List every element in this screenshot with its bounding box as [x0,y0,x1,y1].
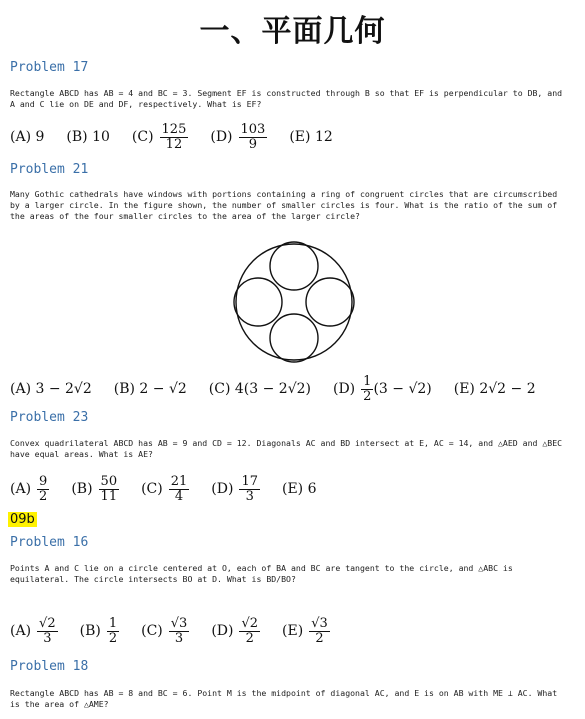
problem-17-heading: Problem 17 [10,60,89,75]
problem-16-choices [10,614,352,648]
choice-d: (D) $\frac{103}{9}$ [210,121,266,152]
problem-17-text: Rectangle ABCD has AB = 4 and BC = 3. Segment EF is constructed through B so that EF is perpendicular to DB, and A and C lie on DE and DF, respectively. What is EF? [10,88,563,109]
choice-a: (A) 9 [10,129,45,145]
choice-e: (E) 6 [281,481,317,497]
choice-c: (C) 4(3 − 2√2) [208,381,311,397]
choice-c: (C) $\frac{125}{12}$ [131,121,187,152]
problem-23-text: Convex quadrilateral ABCD has AB = 9 and CD = 12. Diagonals AC and BD intersect at E, AC = 14, and △AED and △BEC have equal areas. What is AE? [10,438,563,459]
choice-a: (A) $\frac{√2}{3}$ [10,615,56,646]
problem-21-text: Many Gothic cathedrals have windows with portions containing a ring of congruent circles that are circumscribed by a larger circle. In the figure shown, the number of smaller circles is four. What is the ratio of the sum of the areas of the four smaller circles to the area of the larger circle? [10,189,558,221]
choice-b: (B) $\frac{1}{2}$ [79,615,118,646]
problem-21-heading: Problem 21 [10,162,89,177]
problem-23-heading: Problem 23 [10,410,89,425]
choice-d: (D) $\frac{1}{2}$ (3 − √2) [333,373,432,404]
choice-c: (C) $\frac{√3}{3}$ [141,615,188,646]
problem-16-heading: Problem 16 [10,535,89,550]
choice-a: (A) $\frac{9}{2}$ [10,473,48,504]
page-title: 一、平面几何 [199,14,386,49]
section-tag-highlight: 09b [10,512,35,527]
choice-e: (E) 12 [289,129,333,145]
choice-b: (B) $\frac{50}{11}$ [71,473,118,504]
choice-d: (D) $\frac{√2}{2}$ [211,615,259,646]
choice-c: (C) $\frac{21}{4}$ [141,473,188,504]
problem-18-text: Rectangle ABCD has AB = 8 and BC = 6. Point M is the midpoint of diagonal AC, and E is on AB with ME ⊥ AC. What is the area of △AME? [10,688,558,709]
gothic-window-figure [232,240,356,364]
problem-18-heading: Problem 18 [10,659,89,674]
choice-b: (B) 2 − √2 [113,381,187,397]
choice-b: (B) 10 [66,129,110,145]
problem-16-text: Points A and C lie on a circle centered at O, each of BA and BC are tangent to the circle, and △ABC is equilateral. The circle intersects BO at D. What is BD/BO? [10,563,513,584]
problem-23-choices [10,472,339,506]
choice-e: (E) 2√2 − 2 [453,381,536,397]
choice-a: (A) 3 − 2√2 [10,381,92,397]
problem-21-choices [10,372,558,406]
choice-e: (E) $\frac{√3}{2}$ [282,615,328,646]
choice-d: (D) $\frac{17}{3}$ [211,473,258,504]
problem-17-choices [10,120,355,154]
